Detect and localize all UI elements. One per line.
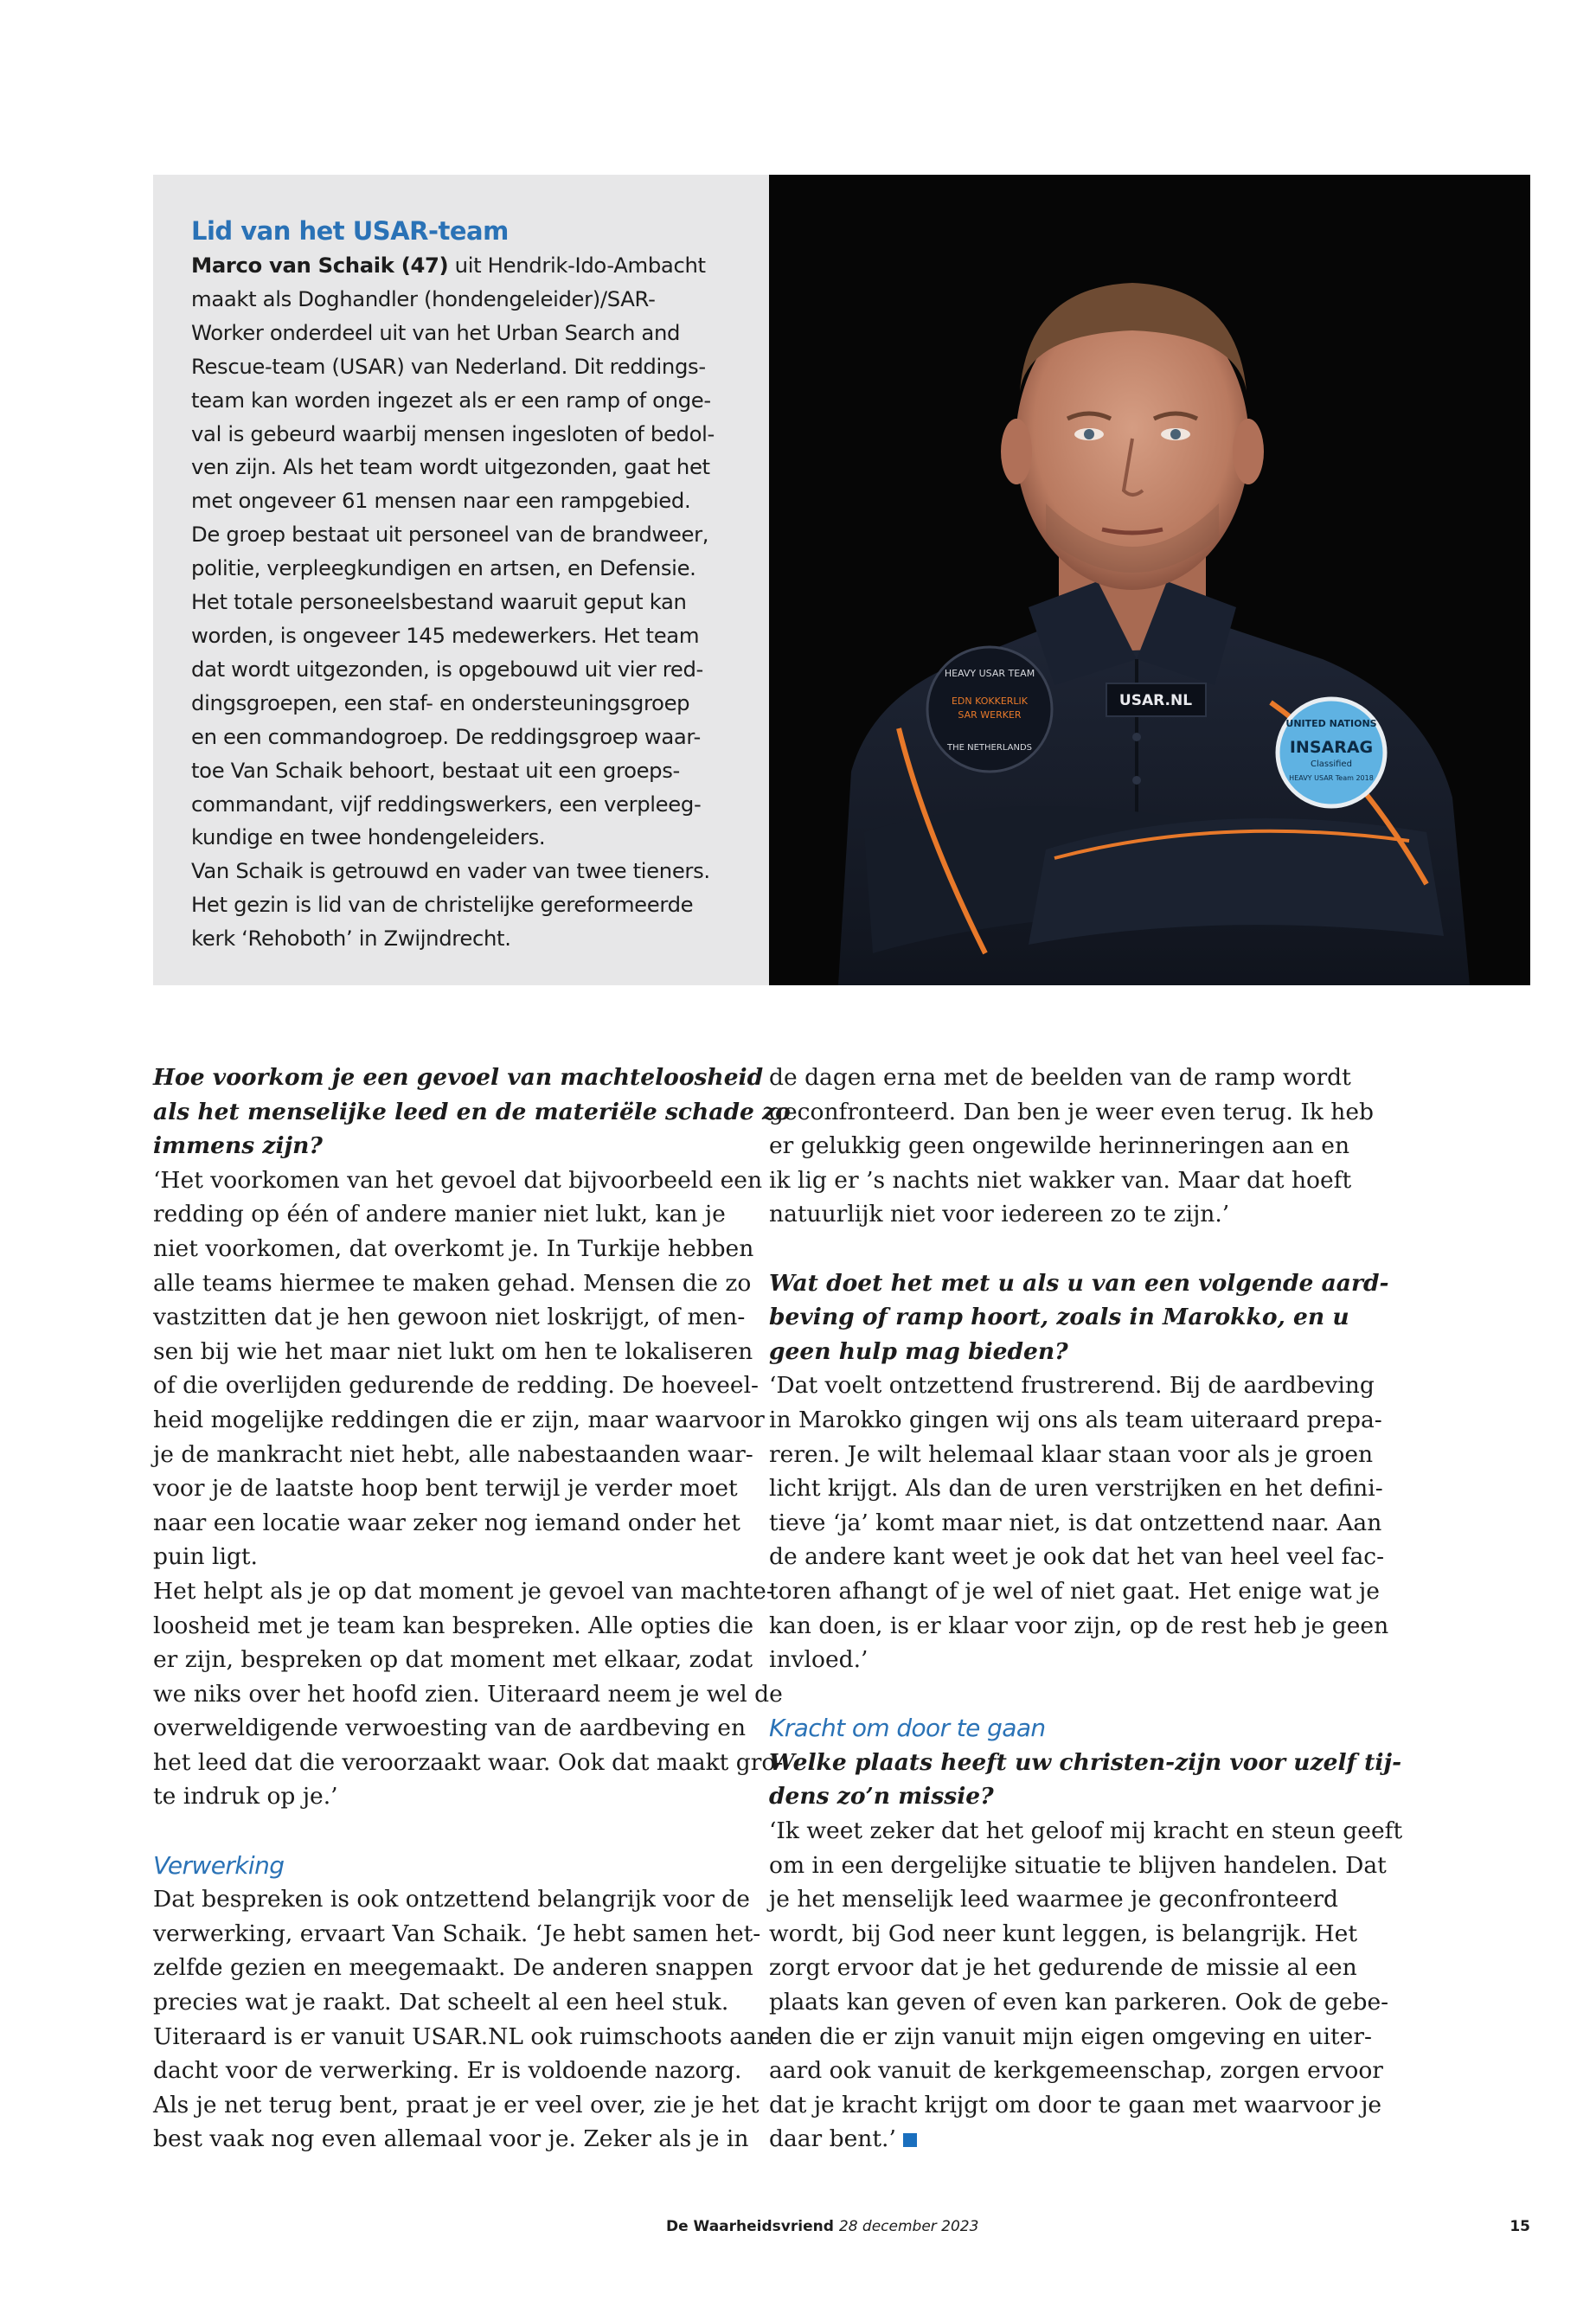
badge-text: Classified [1311, 760, 1352, 769]
portrait-illustration [769, 175, 1530, 985]
body-line: of die overlijden gedurende de redding. De hoeveel- [153, 1372, 759, 1400]
badge-text: UNITED NATIONS [1285, 718, 1377, 729]
body-line: vastzitten dat je hen gewoon niet loskrijgt, of men- [153, 1304, 746, 1331]
question-line: Welke plaats heeft uw christen-zijn voor uzelf tij- [769, 1748, 1402, 1776]
body-line: toren afhangt of je wel of niet gaat. Het enige wat je [769, 1577, 1380, 1605]
body-line: redding op één of andere manier niet lukt, kan je [153, 1201, 726, 1228]
body-line: ‘Dat voelt ontzettend frustrerend. Bij de aardbeving [769, 1372, 1375, 1400]
spacer [769, 1232, 1357, 1266]
page-number: 15 [1509, 2218, 1530, 2235]
question-line: Hoe voorkom je een gevoel van machteloosheid [153, 1064, 764, 1091]
info-box-line: kerk ‘Rehoboth’ in Zwijndrecht. [191, 926, 511, 952]
body-line: om in een dergelijke situatie te blijven handelen. Dat [769, 1851, 1387, 1879]
info-box-heading: Lid van het USAR-team [191, 216, 509, 246]
question-line: geen hulp mag bieden? [769, 1337, 1068, 1365]
body-line: reren. Je wilt helemaal klaar staan voor als je groen [769, 1440, 1374, 1468]
body-line: puin ligt. [153, 1543, 258, 1571]
body-line: best vaak nog even allemaal voor je. Zeker als je in [153, 2125, 749, 2153]
body-line: je het menselijk leed waarmee je geconfronteerd [769, 1886, 1339, 1913]
body-line: zorgt ervoor dat je het gedurende de missie al een [769, 1954, 1357, 1982]
body-line: ik lig er ’s nachts niet wakker van. Maar dat hoeft [769, 1166, 1352, 1194]
body-line: er zijn, bespreken op dat moment met elkaar, zodat [153, 1646, 753, 1674]
body-line: licht krijgt. Als dan de uren verstrijken en het defini- [769, 1475, 1383, 1503]
body-line: wordt, bij God neer kunt leggen, is belangrijk. Het [769, 1920, 1357, 1947]
article-column-left [153, 1061, 791, 2157]
info-box-line: Het totale personeelsbestand waaruit geput kan [191, 589, 687, 615]
badge-text: HEAVY USAR TEAM [944, 668, 1035, 679]
info-box-line: team kan worden ingezet als er een ramp of onge- [191, 387, 711, 413]
info-box-line: worden, is ongeveer 145 medewerkers. Het team [191, 622, 700, 648]
info-box-line: dat wordt uitgezonden, is opgebouwd uit vier red- [191, 656, 703, 682]
body-line: plaats kan geven of even kan parkeren. Ook de gebe- [769, 1989, 1389, 2016]
body-line: den die er zijn vanuit mijn eigen omgeving en uiter- [769, 2022, 1372, 2050]
badge-text: SAR WERKER [958, 709, 1022, 721]
issue-date: 28 december 2023 [838, 2218, 979, 2235]
body-line: ‘Het voorkomen van het gevoel dat bijvoorbeeld een [153, 1166, 763, 1194]
body-line: invloed.’ [769, 1646, 869, 1674]
body-line: aard ook vanuit de kerkgemeenschap, zorgen ervoor [769, 2057, 1383, 2085]
body-line: ‘Ik weet zeker dat het geloof mij kracht en steun geeft [769, 1817, 1403, 1845]
magazine-name: De Waarheidsvriend [666, 2218, 834, 2235]
info-box-line: kundige en twee hondengeleiders. [191, 824, 546, 850]
info-box-line: Rescue-team (USAR) van Nederland. Dit reddings- [191, 353, 706, 379]
page-footer [666, 2218, 978, 2235]
body-line: heid mogelijke reddingen die er zijn, maar waarvoor [153, 1406, 765, 1433]
spacer [153, 1814, 741, 1849]
info-box-line: ven zijn. Als het team wordt uitgezonden, gaat het [191, 454, 710, 480]
body-line: Dat bespreken is ook ontzettend belangrijk voor de [153, 1886, 750, 1913]
info-box-line: Het gezin is lid van de christelijke gereformeerde [191, 892, 694, 918]
portrait-photo [769, 175, 1530, 985]
body-line: geconfronteerd. Dan ben je weer even terug. Ik heb [769, 1098, 1375, 1125]
badge-text: HEAVY USAR Team 2018 [1289, 774, 1374, 782]
question-line: als het menselijke leed en de materiële schade zo [153, 1098, 791, 1125]
info-box-line: val is gebeurd waarbij mensen ingesloten of bedol- [191, 420, 715, 446]
body-line: naar een locatie waar zeker nog iemand onder het [153, 1509, 740, 1536]
body-line: in Marokko gingen wij ons als team uiteraard prepa- [769, 1406, 1382, 1433]
spacer [769, 1677, 1357, 1712]
body-line: niet voorkomen, dat overkomt je. In Turkije hebben [153, 1234, 754, 1262]
info-box-line: De groep bestaat uit personeel van de brandweer, [191, 522, 709, 548]
info-box [153, 175, 769, 985]
body-line: Uiteraard is er vanuit USAR.NL ook ruimschoots aan- [153, 2022, 779, 2050]
info-box-line: toe Van Schaik behoort, bestaat uit een groeps- [191, 757, 680, 783]
info-box-line: met ongeveer 61 mensen naar een rampgebied. [191, 488, 691, 514]
body-line: tieve ‘ja’ komt maar niet, is dat ontzettend naar. Aan [769, 1509, 1382, 1536]
body-line: te indruk op je.’ [153, 1783, 338, 1811]
body-line: de dagen erna met de beelden van de ramp wordt [769, 1064, 1351, 1091]
body-line: zelfde gezien en meegemaakt. De anderen snappen [153, 1954, 753, 1982]
body-line: alle teams hiermee te maken gehad. Mensen die zo [153, 1269, 752, 1297]
body-line: Het helpt als je op dat moment je gevoel van machte- [153, 1577, 774, 1605]
body-line: sen bij wie het maar niet lukt om hen te lokaliseren [153, 1337, 753, 1365]
question-line: Wat doet het met u als u van een volgende aard- [769, 1269, 1389, 1297]
chest-logo-text: USAR.NL [1118, 692, 1193, 709]
body-line: loosheid met je team kan bespreken. Alle opties die [153, 1612, 754, 1639]
badge-text: INSARAG [1289, 738, 1374, 757]
body-line: de andere kant weet je ook dat het van heel veel fac- [769, 1543, 1385, 1571]
body-line: precies wat je raakt. Dat scheelt al een heel stuk. [153, 1989, 729, 2016]
body-line: het leed dat die veroorzaakt waar. Ook dat maakt gro- [153, 1748, 784, 1776]
question-line: dens zo’n missie? [769, 1783, 994, 1811]
subheading-verwerking: Verwerking [153, 1850, 285, 1880]
end-of-article-icon [903, 2133, 917, 2147]
info-box-body: Marco van Schaik (47) uit Hendrik-Ido-Ambacht maakt als Doghandler (hondengeleider)/SAR- Worker onderdeel uit van het Urban Search and Rescue-team (USAR) van Nederland. Dit reddings- team kan worden ingezet als er een ramp of onge- val is gebeurd waarbij mensen ingesloten of bedol- ven zijn. Als het team wordt uitgezonden, gaat het met ongeveer 61 mensen naar een rampgebied. De groep bestaat uit personeel van de brandweer, politie, verpleegkundigen en artsen, en Defensie. Het totale personeelsbestand waaruit geput kan worden, is ongeveer 145 medewerkers. Het team dat wordt uitgezonden, is opgebouwd uit vier red- dingsgroepen, een staf- en ondersteuningsgroep en een commandogroep. De reddingsgroep waar- toe Van Schaik behoort, bestaat uit een groeps- commandant, vijf reddingswerkers, een verpleeg- kundige en twee hondengeleiders. Van Schaik is getrouwd en vader van twee tieners. Het gezin is lid van de christelijke gereformeerde kerk ‘Rehoboth’ in Zwijndrecht. [191, 249, 743, 956]
badge-text: THE NETHERLANDS [947, 743, 1032, 753]
info-box-line: politie, verpleegkundigen en artsen, en Defensie. [191, 555, 696, 581]
article-column-right [769, 1061, 1403, 2157]
info-box-line: maakt als Doghandler (hondengeleider)/SAR- [191, 285, 656, 311]
body-line: kan doen, is er klaar voor zijn, op de rest heb je geen [769, 1612, 1389, 1639]
body-line: verwerking, ervaart Van Schaik. ‘Je hebt samen het- [153, 1920, 761, 1947]
info-box-line: en een commandogroep. De reddingsgroep waar- [191, 723, 701, 749]
body-line: natuurlijk niet voor iedereen zo te zijn.’ [769, 1201, 1230, 1228]
question-line: immens zijn? [153, 1132, 323, 1160]
info-box-line: dingsgroepen, een staf- en ondersteuningsgroep [191, 689, 690, 715]
body-line: er gelukkig geen ongewilde herinneringen aan en [769, 1132, 1350, 1160]
subheading-kracht: Kracht om door te gaan [769, 1714, 1046, 1743]
body-line: je de mankracht niet hebt, alle nabestaanden waar- [153, 1440, 753, 1468]
body-line: overweldigende verwoesting van de aardbeving en [153, 1715, 747, 1742]
body-line: voor je de laatste hoop bent terwijl je verder moet [153, 1475, 738, 1503]
badge-text: EDN KOKKERLIK [951, 695, 1029, 707]
question-line: beving of ramp hoort, zoals in Marokko, en u [769, 1304, 1349, 1331]
info-box-line: Worker onderdeel uit van het Urban Search and [191, 319, 681, 345]
body-line: we niks over het hoofd zien. Uiteraard neem je wel de [153, 1680, 783, 1708]
body-line: dat je kracht krijgt om door te gaan met waarvoor je [769, 2091, 1382, 2118]
body-line: dacht voor de verwerking. Er is voldoende nazorg. [153, 2057, 742, 2085]
body-line: Als je net terug bent, praat je er veel over, zie je het [153, 2091, 760, 2118]
person-name: Marco van Schaik (47) [191, 253, 449, 278]
info-box-line: Van Schaik is getrouwd en vader van twee tieners. [191, 858, 710, 884]
info-box-line: commandant, vijf reddingswerkers, een verpleeg- [191, 791, 702, 817]
body-line-last: daar bent.’ [769, 2122, 1357, 2157]
